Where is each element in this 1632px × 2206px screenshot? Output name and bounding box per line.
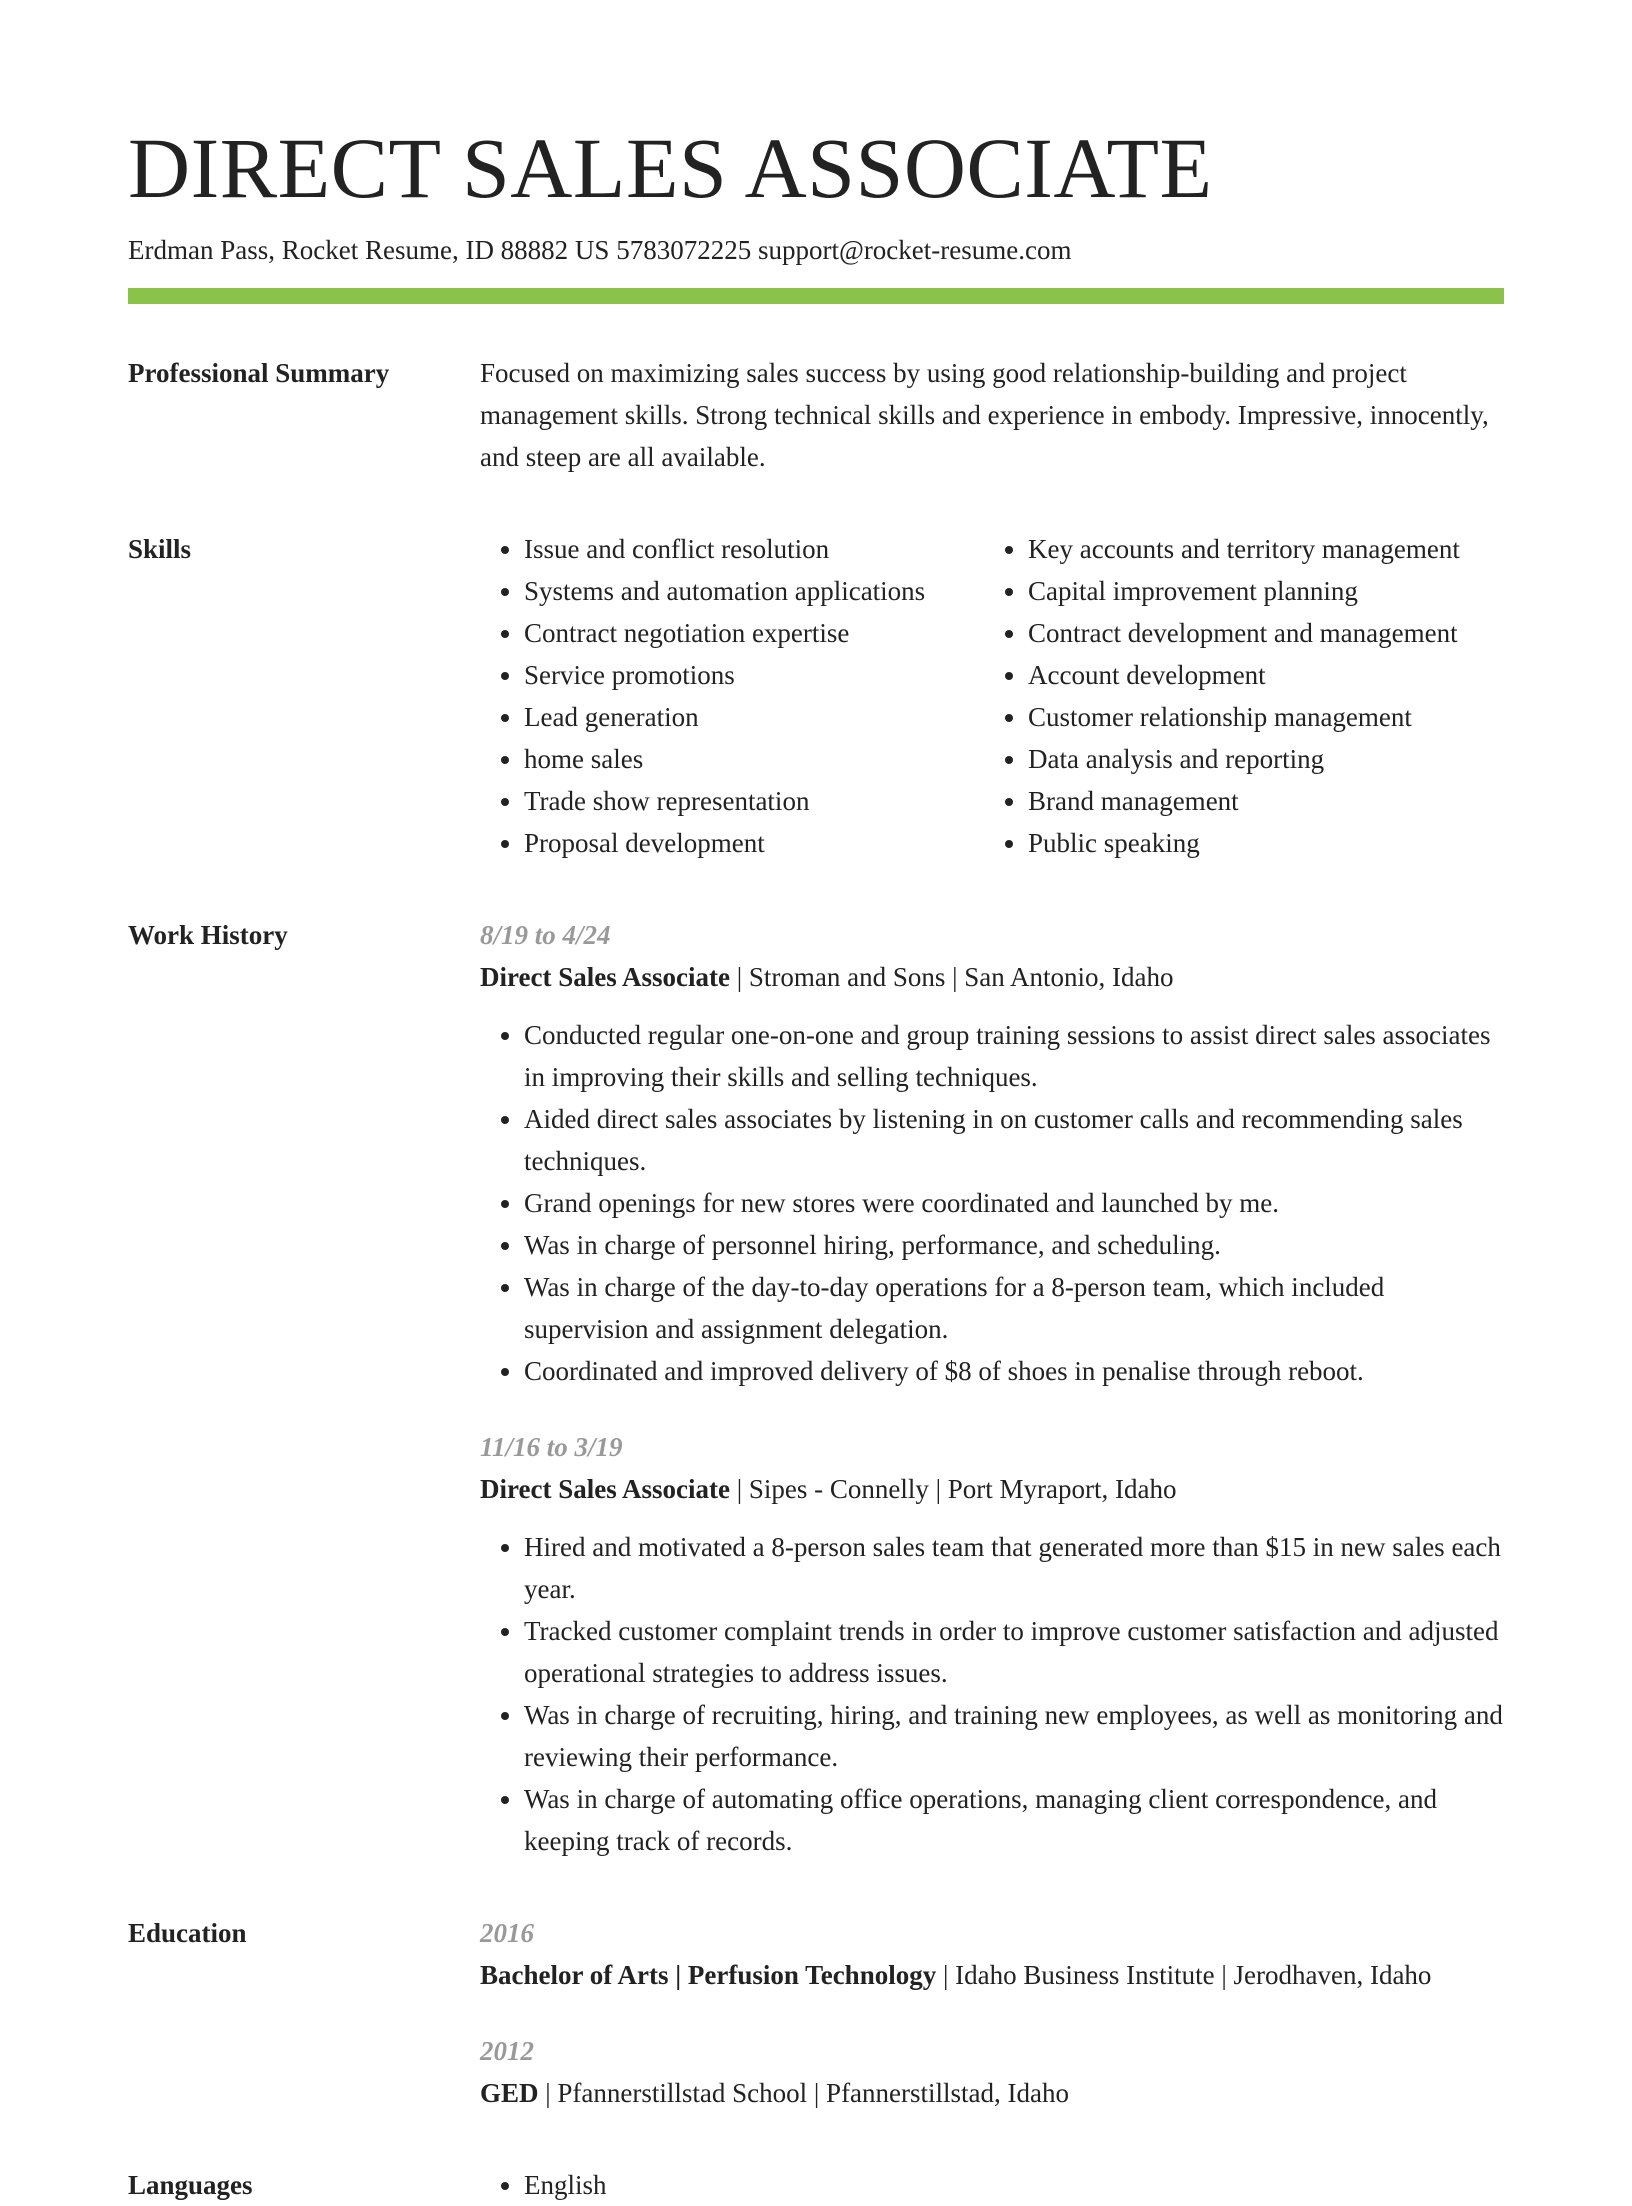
section-label-summary: Professional Summary [128,358,390,388]
skill-item: • Contract negotiation expertise [524,612,984,654]
job-title: Direct Sales Associate [480,962,730,992]
summary-text: Focused on maximizing sales success by using good relationship-building and project management skills. Strong technical skills and experience in embody. Impressive, innocently, and steep are all available. [480,358,1489,472]
job-details: | Sipes - Connelly | Port Myraport, Idaho [729,1474,1177,1504]
contact-line: Erdman Pass, Rocket Resume, ID 88882 US 5783072225 support@rocket-resume.com [128,235,1072,265]
job-bullet: • Conducted regular one-on-one and group training sessions to assist direct sales associates in improving their skills and selling techniques. [524,1014,1504,1098]
skill-item: • Account development [1028,654,1460,696]
skill-item: • Trade show representation [524,780,984,822]
job-entry [480,1426,1504,1862]
section-label-skills: Skills [128,534,192,564]
skill-item: • Key accounts and territory management [1028,528,1460,570]
job-entry [480,914,1504,1392]
skills-column-2 [984,528,1460,864]
job-bullet: • Was in charge of automating office operations, managing client correspondence, and keeping track of records. [524,1778,1504,1862]
skill-item: • Capital improvement planning [1028,570,1460,612]
job-bullet: • Coordinated and improved delivery of $8 of shoes in penalise through reboot. [524,1350,1504,1392]
skills-section [128,528,1504,864]
skill-item: • Contract development and management [1028,612,1460,654]
skill-item: • Data analysis and reporting [1028,738,1460,780]
education-heading [480,2072,1504,2114]
job-bullets [480,1014,1504,1392]
job-bullet: • Aided direct sales associates by listening in on customer calls and recommending sales techniques. [524,1098,1504,1182]
skill-item: • Customer relationship management [1028,696,1460,738]
job-bullet: • Was in charge of the day-to-day operations for a 8-person team, which included supervision and assignment delegation. [524,1266,1504,1350]
job-bullet: • Was in charge of personnel hiring, performance, and scheduling. [524,1224,1504,1266]
resume-title: DIRECT SALES ASSOCIATE [128,120,1213,216]
section-label-work: Work History [128,920,288,950]
education-degree: GED [480,2078,539,2108]
job-heading [480,956,1504,998]
skill-item: • Brand management [1028,780,1460,822]
education-entry [480,1912,1504,1996]
skill-item: • Public speaking [1028,822,1460,864]
job-details: | Stroman and Sons | San Antonio, Idaho [729,962,1174,992]
job-title: Direct Sales Associate [480,1474,730,1504]
job-dates: 11/16 to 3/19 [480,1432,623,1462]
skills-column-1 [480,528,984,864]
resume-page [128,0,1504,2206]
section-label-languages: Languages [128,2170,253,2200]
skill-item: • Systems and automation applications [524,570,984,612]
skill-item: • Proposal development [524,822,984,864]
education-details: | Idaho Business Institute | Jerodhaven, Idaho [936,1960,1432,1990]
job-heading [480,1468,1504,1510]
job-bullets [480,1526,1504,1862]
skill-item: • Service promotions [524,654,984,696]
job-bullet: • Grand openings for new stores were coordinated and launched by me. [524,1182,1504,1224]
job-dates: 8/19 to 4/24 [480,920,611,950]
language-item: • English [524,2164,1504,2206]
education-year: 2012 [480,2036,534,2066]
section-label-education: Education [128,1918,247,1948]
education-details: | Pfannerstillstad School | Pfannerstillstad, Idaho [538,2078,1069,2108]
skill-item: • Lead generation [524,696,984,738]
language-list [480,2164,1504,2206]
skill-item: • Issue and conflict resolution [524,528,984,570]
job-bullet: • Hired and motivated a 8-person sales team that generated more than $15 in new sales each year. [524,1526,1504,1610]
education-heading [480,1954,1504,1996]
education-entry [480,2030,1504,2114]
skill-item: • home sales [524,738,984,780]
job-bullet: • Was in charge of recruiting, hiring, and training new employees, as well as monitoring and reviewing their performance. [524,1694,1504,1778]
education-degree: Bachelor of Arts | Perfusion Technology [480,1960,937,1990]
education-year: 2016 [480,1918,534,1948]
job-bullet: • Tracked customer complaint trends in order to improve customer satisfaction and adjusted operational strategies to address issues. [524,1610,1504,1694]
work-history-section [128,914,1504,1862]
education-section [128,1912,1504,2114]
summary-section [128,352,1504,478]
header-divider [128,288,1504,304]
languages-section [128,2164,1504,2206]
